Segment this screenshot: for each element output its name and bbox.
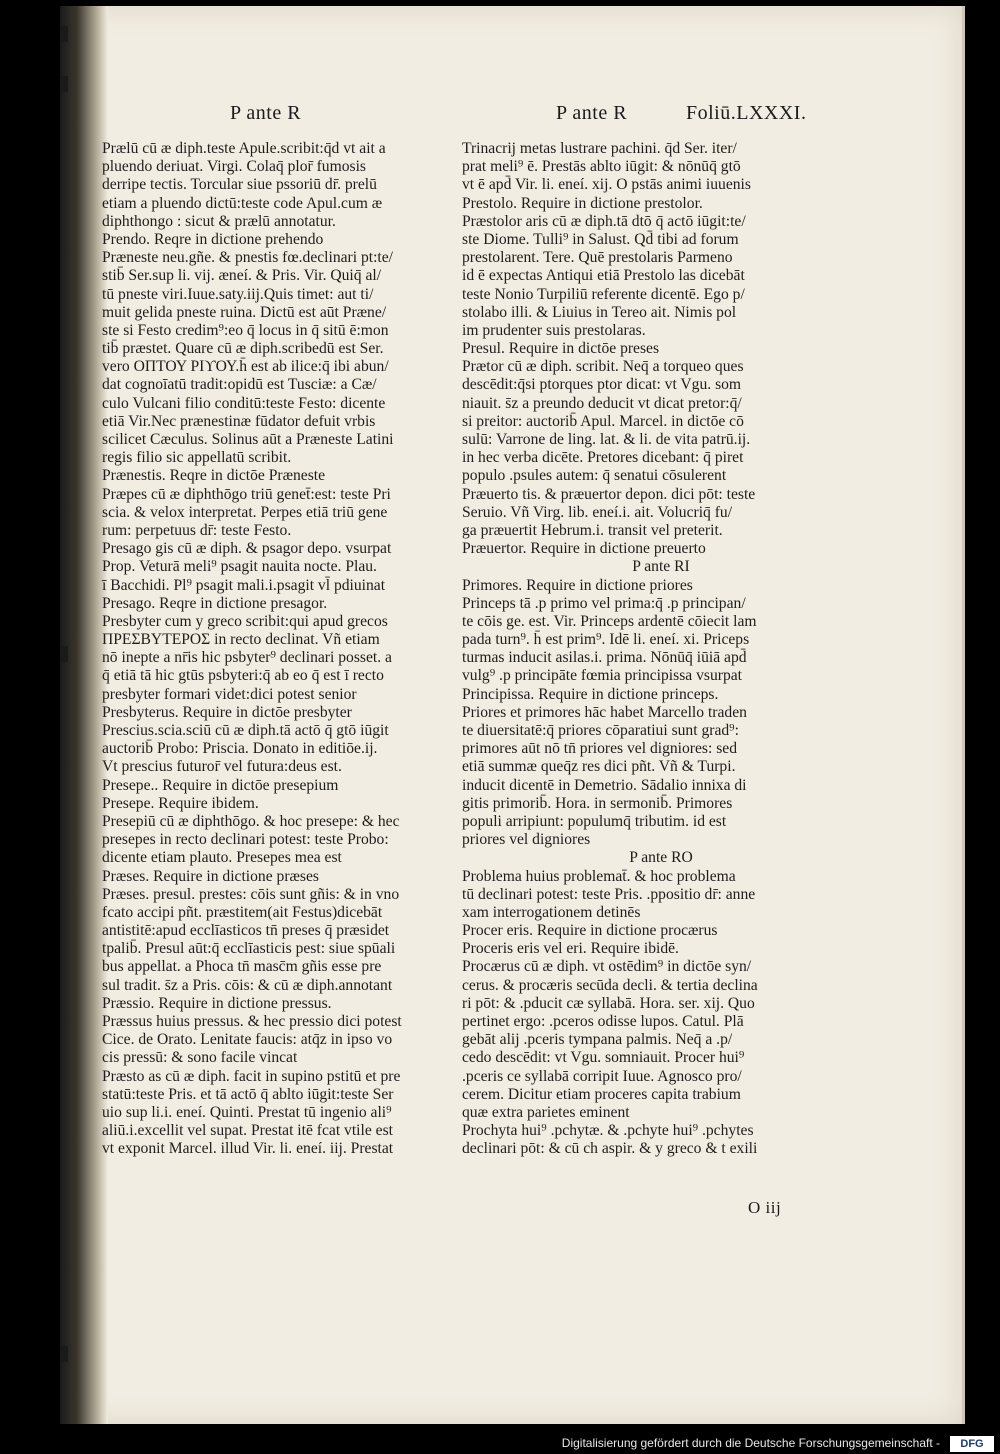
text-line: te diuersitatē:q̄ priores cōparatiui sunt grad⁹: xyxy=(462,722,739,739)
signature-mark: O iij xyxy=(748,1198,782,1217)
text-line: Vt prescius futuror̄ vel futura:deus est. xyxy=(102,758,342,776)
text-line: te cōis ge. est. Vir. Princeps ardentē cōiecit lam xyxy=(462,612,757,630)
text-line: populo .psules autem: q̄ senatui cōsulerent xyxy=(462,467,727,485)
text-line: vero ΟΠΤΟΥ ΡΙϒΟΥ.h̄ est ab ilice:q̄ ibi abun/ xyxy=(102,358,389,376)
text-line: uio sup li.i. eneí. Quinti. Prestat tū ingenio ali⁹ xyxy=(102,1103,392,1121)
text-line: Presepe.. Require in dictōe presepium xyxy=(102,776,339,794)
book-spine-shadow xyxy=(60,6,108,1424)
text-line: stib̄ Ser.sup li. vij. æneí. & Pris. Vir. Quiq̄ al/ xyxy=(102,267,382,285)
text-line: declinari pōt: & cū ch aspir. & y greco & t exili xyxy=(462,1140,758,1158)
text-line: turmas inducit asilas.i. prima. Nōnūq̄ iūiā apd̄ xyxy=(462,649,747,667)
text-line: Presepiū cū æ diphthōgo. & hoc presepe: & hec xyxy=(102,812,400,830)
text-line: presepes in recto declinari potest: teste Probo: xyxy=(102,831,389,849)
text-line: xam interrogationem detinēs xyxy=(462,903,641,921)
text-line: vt ē apd̄ Vir. li. eneí. xij. O pstās animi iuuenis xyxy=(462,176,751,194)
text-line: cerem. Dicitur etiam proceres capita trabium xyxy=(462,1085,741,1103)
text-line: antistitē:apud ecclīasticos tn̄ preses q̄ præsidet xyxy=(102,922,390,940)
text-line: q̄ etiā tā hic gtūs psbyteri:q̄ ab eo q̄ est ī recto xyxy=(102,667,384,685)
text-line: culo Vulcani filio conditū:teste Festo: dicente xyxy=(102,394,386,412)
text-line: Præuertor. Require in dictione preuerto xyxy=(462,540,706,558)
text-line: Præstolor aris cū æ diph.tā dtō q̄ actō iūgit:te/ xyxy=(462,212,746,230)
text-line: Prælū cū æ diph.teste Apule.scribit:q̄d vt ait a xyxy=(102,140,386,157)
text-line: etiā Vir.Nec prænestinæ fūdator defuit vrbis xyxy=(102,412,376,430)
text-line: statū:teste Pris. et tā actō q̄ ablto iūgit:teste Ser xyxy=(102,1085,394,1103)
text-line: scia. & velox interpretat. Perpes etiā triū gene xyxy=(102,503,388,521)
text-line: teste Nonio Turpiliū referente dicentē. Ego p/ xyxy=(462,285,745,303)
text-line: ste si Festo credim⁹:eo q̄ locus in q̄ sitū ē:mon xyxy=(102,321,389,339)
text-line: Presul. Require in dictōe preses xyxy=(462,340,660,358)
text-line: presbyter formari videt:dici potest senior xyxy=(102,685,357,703)
text-line: sul tradit. s̄z a Pris. cōis: & cū æ diph.annotant xyxy=(102,976,393,994)
text-line: Prænestis. Reqre in dictōe Præneste xyxy=(102,467,326,485)
running-head-left: P ante R xyxy=(230,102,302,124)
text-line: stolabo illi. & Liuius in Tereo ait. Nimis pol xyxy=(462,303,737,321)
text-line: Præssio. Require in dictione pressus. xyxy=(102,994,332,1012)
text-line: tū pneste viri.Iuue.saty.iij.Quis timet: aut ti/ xyxy=(102,285,374,303)
binding-tab xyxy=(60,26,68,42)
digitization-credit: Digitalisierung gefördert durch die Deutsche Forschungsgemeinschaft - xyxy=(561,1436,940,1450)
text-line: derripe tectis. Torcular siue pssoriū dr̄. prelū xyxy=(102,176,377,194)
text-line: niauit. s̄z a preundo deducit vt dicat pretor:q̄/ xyxy=(462,394,742,412)
text-line: Præsto as cū æ diph. facit in supino pstitū et pre xyxy=(102,1067,401,1085)
text-line: Præpes cū æ diphthōgo triū genet̄:est: teste Pri xyxy=(102,485,391,503)
section-heading: P ante RI xyxy=(632,558,690,576)
text-line: pertinet ergo: .pceros odisse lupos. Catul. Plā xyxy=(462,1013,744,1030)
text-line: Prætor cū æ diph. scribit. Neq̄ a torqueo ques xyxy=(462,358,744,376)
text-line: Presago gis cū æ diph. & psagor depo. vsurpat xyxy=(102,540,392,558)
text-line: ī Bacchidi. Pl⁹ psagit mali.i.psagit vl̄ pdiuinat xyxy=(102,576,386,594)
text-line: Præneste neu.gñe. & pnestis fœ.declinari pt:te/ xyxy=(102,249,394,267)
text-line: prat meli⁹ ē. Prestās ablto iūgit: & nōnūq̄ gtō xyxy=(462,158,741,176)
text-line: sulū: Varrone de ling. lat. & li. de vita patrū.ij. xyxy=(462,431,751,448)
text-line: Cice. de Orato. Lenitate faucis: atq̄z in ipso vo xyxy=(102,1031,393,1049)
text-line: Prestolo. Require in dictione prestolor. xyxy=(462,194,703,212)
text-line: pada turn⁹. h̄ est prim⁹. Idē li. eneí. xi. Priceps xyxy=(462,631,750,649)
text-line: Procærus cū æ diph. vt ostēdim⁹ in dictōe syn/ xyxy=(462,958,752,976)
text-line: Presbyterus. Require in dictōe presbyter xyxy=(102,703,352,721)
text-line: tpalib̄. Presul aūt:q̄ ecclīasticis pest: siue spūali xyxy=(102,940,396,958)
text-line: pluendo deriuat. Virgi. Colaq̄ plor̄ fumosis xyxy=(102,158,366,176)
text-line: auctorib̄ Probo: Priscia. Donato in editiōe.ij. xyxy=(102,740,378,758)
text-line: fcato accipi pñt. præstitem(ait Festus)dicebāt xyxy=(102,903,383,921)
dfg-logo: DFG xyxy=(950,1436,994,1452)
folio-number: Foliū.LXXXI. xyxy=(686,102,807,124)
text-line: Prop. Veturā meli⁹ psagit nauita nocte. Plau. xyxy=(102,558,377,576)
text-line: Prendo. Reqre in dictione prehendo xyxy=(102,230,324,248)
text-line: Prescius.scia.sciū cū æ diph.tā actō q̄ gtō iūgit xyxy=(102,722,389,739)
text-line: etiā summæ queq̄z res dici pñt. Vñ & Turpi. xyxy=(462,758,736,776)
text-line: bus appellat. a Phoca tn̄ masc̄m gñis esse pre xyxy=(102,958,382,976)
text-line: gebāt alij .pceris tympana palmis. Neq̄ a .p/ xyxy=(462,1031,733,1049)
text-line: etiam a pluendo dictū:teste code Apul.cum æ xyxy=(102,194,383,212)
text-line: primores aūt nō tn̄ priores vel digniores: sed xyxy=(462,740,737,758)
text-line: ri pōt: & .pducit cæ syllabā. Hora. ser. xij. Quo xyxy=(462,994,755,1012)
text-line: inducit dicentē in Demetrio. Sādalio innixa di xyxy=(462,776,747,794)
text-line: si preitor: auctorib̄ Apul. Marcel. in dictōe cō xyxy=(462,412,744,430)
text-line: diphthongo : sicut & prælū annotatur. xyxy=(102,212,336,230)
text-line: Præssus huius pressus. & hec pressio dici potest xyxy=(102,1013,402,1030)
text-line: ΠΡΕΣΒΥΤΕΡΟΣ in recto declinat. Vñ etiam xyxy=(102,631,380,649)
text-line: Præses. presul. prestes: cōis sunt gñis: & in vno xyxy=(102,885,400,903)
text-line: Prochyta hui⁹ .pchytæ. & .pchyte hui⁹ .pchytes xyxy=(462,1122,754,1140)
binding-tab xyxy=(60,646,68,662)
text-line: populi arripiunt: populumq̄ tributim. id est xyxy=(462,812,727,830)
text-line: ga præuertit Hebrum.i. transit vel preterit. xyxy=(462,521,723,539)
text-line: Præses. Require in dictione præses xyxy=(102,867,319,885)
text-line: Præuerto tis. & præuertor depon. dici pōt: teste xyxy=(462,485,756,503)
text-line: .pceris ce syllabā corripit Iuue. Agnosco pro/ xyxy=(462,1067,742,1085)
text-line: Procer eris. Require in dictione procærus xyxy=(462,922,718,940)
text-line: regis filio sic appellatū scribit. xyxy=(102,449,292,467)
text-line: Presbyter cum y greco scribit:qui apud grecos xyxy=(102,612,388,630)
section-heading: P ante RO xyxy=(629,849,693,867)
text-line: quæ extra parietes eminent xyxy=(462,1103,630,1121)
text-line: id ē expectas Antiqui etiā Prestolo las dicebāt xyxy=(462,267,745,285)
binding-tab xyxy=(60,1346,68,1362)
running-head-right: P ante R xyxy=(556,102,628,124)
text-line: tib̄ præstet. Quare cū æ diph.scribedū est Ser. xyxy=(102,340,384,358)
text-line: Presepe. Require ibidem. xyxy=(102,794,259,812)
text-line: Problema huius problemat̄. & hoc problema xyxy=(462,867,736,885)
text-line: cedo descēdit: vt Vgu. somniauit. Procer hui⁹ xyxy=(462,1049,745,1067)
text-line: Presago. Reqre in dictione presagor. xyxy=(102,594,328,612)
text-line: prestolarent. Tere. Quē prestolaris Parmeno xyxy=(462,249,733,267)
text-line: Principissa. Require in dictione princeps. xyxy=(462,685,719,703)
text-line: dicente etiam plauto. Presepes mea est xyxy=(102,849,342,867)
text-line: vt exponit Marcel. illud Vir. li. eneí. iij. Prestat xyxy=(102,1140,394,1158)
text-line: Proceris eris vel eri. Require ibidē. xyxy=(462,940,679,958)
text-line: Princeps tā .p primo vel prima:q̄ .p principan/ xyxy=(462,594,746,612)
book-page xyxy=(60,6,965,1424)
text-line: ste Diome. Tulli⁹ in Salust. Qd̄ tibi ad forum xyxy=(462,230,739,248)
text-line: Priores et primores hāc habet Marcello traden xyxy=(462,703,747,721)
text-line: scilicet Cæculus. Solinus aūt a Præneste Latini xyxy=(102,431,394,448)
text-line: vulg⁹ .p principāte fœmia principissa vsurpat xyxy=(462,667,742,685)
text-line: nō inepte a nr̄is hic psbyter⁹ declinari posset. a xyxy=(102,649,392,667)
text-line: descēdit:q̄si ptorques ptor dicat: vt Vgu. som xyxy=(462,376,742,394)
text-line: Trinacrij metas lustrare pachini. q̄d Ser. iter/ xyxy=(462,140,737,157)
text-line: dat cognoīatū tradit:opidū est Tusciæ: a Cæ/ xyxy=(102,376,377,394)
text-line: im prudenter suis prestolaras. xyxy=(462,321,646,339)
text-line: aliū.i.excellit vel supat. Prestat itē fcat vtile est xyxy=(102,1122,393,1140)
right-text-column xyxy=(462,140,860,1159)
text-line: rum: perpetuus dr̄: teste Festo. xyxy=(102,521,292,539)
left-text-column xyxy=(102,140,498,1159)
binding-tab xyxy=(60,76,68,92)
text-line: cis pressū: & sono facile vincat xyxy=(102,1049,298,1067)
text-line: Seruio. Vñ Virg. lib. eneí.i. ait. Volucriq̄ fu/ xyxy=(462,503,733,521)
text-line: priores vel digniores xyxy=(462,831,591,849)
text-line: in hec verba dicēte. Pretores dicebant: q̄ piret xyxy=(462,449,744,467)
text-line: cerus. & procæris secūda decli. & tertia declina xyxy=(462,976,758,994)
text-line: muit gelida pneste ruina. Dictū est aūt Præne/ xyxy=(102,303,387,321)
text-line: gitis primorib̄. Hora. in sermonib̄. Primores xyxy=(462,794,733,812)
text-line: Primores. Require in dictione priores xyxy=(462,576,693,594)
text-line: tū declinari potest: teste Pris. .ppositio dr̄: anne xyxy=(462,885,756,903)
